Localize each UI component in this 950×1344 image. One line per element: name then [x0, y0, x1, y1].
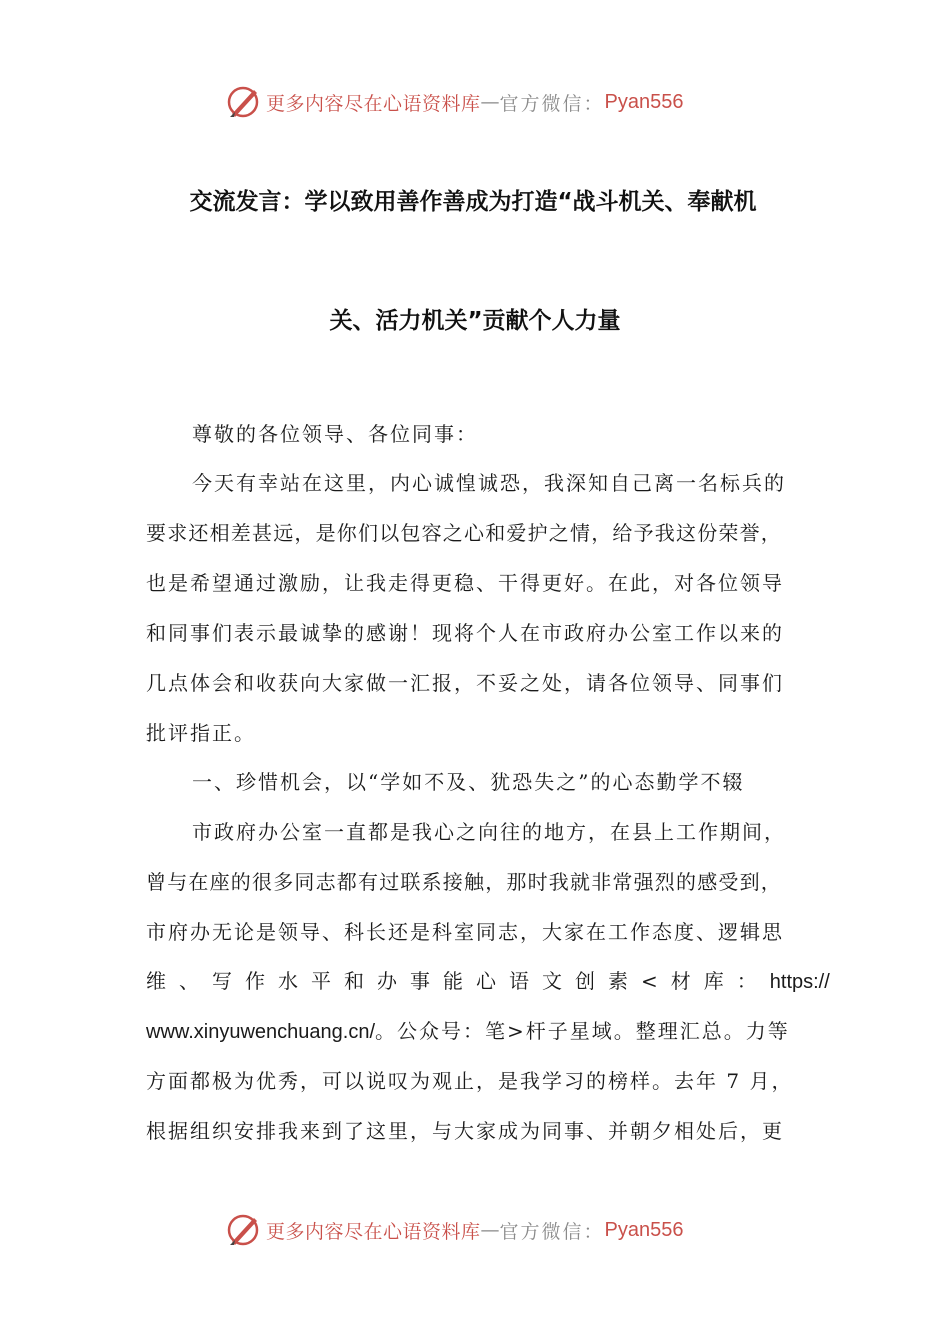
- body-line: 根据组织安排我来到了这里，与大家成为同事、并朝夕相处后，更: [146, 1119, 784, 1143]
- url-link: www.xinyuwenchuang.cn/: [146, 1021, 376, 1043]
- body-line: 和同事们表示最诚挚的感谢！现将个人在市政府办公室工作以来的: [146, 621, 784, 645]
- banner-text: 更多内容尽在心语资料库: [266, 1220, 481, 1243]
- document-title-line-2: 关、活力机关”贡献个人力量: [329, 308, 621, 334]
- body-line: [146, 967, 830, 996]
- url-fragment: https://: [769, 971, 830, 993]
- banner-dash: —: [480, 1219, 500, 1241]
- banner-dash: —: [480, 91, 500, 113]
- body-line: 要求还相差甚远，是你们以包容之心和爱护之情，给予我这份荣誉，: [146, 521, 782, 545]
- body-line-text: 维、写作水平和办事能心语文创素<材库：: [146, 969, 770, 993]
- banner-wechat-label: 官方微信：: [499, 92, 605, 115]
- banner-wechat-id: Pyan556: [604, 1218, 684, 1241]
- body-line: 市政府办公室一直都是我心之向往的地方，在县上工作期间，: [192, 820, 786, 844]
- banner-wechat-label: 官方微信：: [499, 1220, 605, 1243]
- body-line-text: 。公众号：笔>杆子星域。整理汇总。力等: [375, 1019, 790, 1043]
- pen-logo-icon: [226, 1212, 262, 1248]
- body-line: [146, 1017, 806, 1046]
- pen-logo-icon: [226, 84, 262, 120]
- body-line: 批评指正。: [146, 721, 256, 745]
- body-line: 方面都极为优秀，可以说叹为观止，是我学习的榜样。去年 7 月，: [146, 1069, 794, 1093]
- salutation: 尊敬的各位领导、各位同事：: [192, 422, 478, 446]
- footer-banner: [226, 1210, 746, 1250]
- banner-wechat-id: Pyan556: [604, 90, 684, 113]
- banner-text: 更多内容尽在心语资料库: [266, 92, 481, 115]
- section-heading: 一、珍惜机会，以“学如不及、犹恐失之”的心态勤学不辍: [192, 770, 745, 794]
- body-line: 也是希望通过激励，让我走得更稳、干得更好。在此，对各位领导: [146, 571, 784, 595]
- header-banner: [226, 82, 746, 122]
- body-line: 几点体会和收获向大家做一汇报，不妥之处，请各位领导、同事们: [146, 671, 784, 695]
- body-line: 曾与在座的很多同志都有过联系接触，那时我就非常强烈的感受到，: [146, 870, 782, 894]
- body-line: 市府办无论是领导、科长还是科室同志，大家在工作态度、逻辑思: [146, 920, 784, 944]
- body-line: 今天有幸站在这里，内心诚惶诚恐，我深知自己离一名标兵的: [192, 471, 786, 495]
- document-title-line-1: 交流发言：学以致用善作善成为打造“战斗机关、奉献机: [189, 189, 757, 215]
